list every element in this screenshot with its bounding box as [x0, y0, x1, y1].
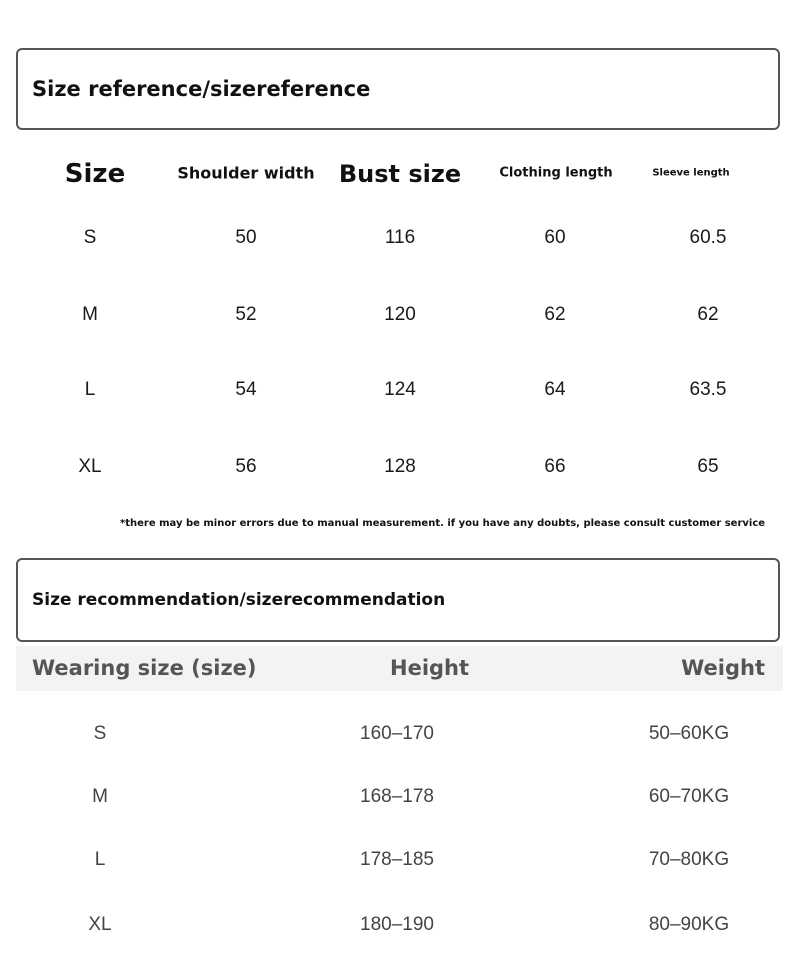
header-sleeve-length: Sleeve length	[652, 167, 730, 179]
rec-cell-weight: 60–70KG	[648, 786, 730, 807]
header-wearing-size: Wearing size (size)	[32, 656, 257, 680]
recommendation-header-bar	[16, 646, 783, 691]
table-cell-shoulder: 52	[235, 304, 257, 325]
table-cell-bust: 124	[384, 379, 416, 400]
table-cell-sleeve: 63.5	[689, 379, 727, 400]
table-cell-bust: 116	[384, 227, 416, 248]
rec-cell-size: L	[94, 849, 106, 870]
header-shoulder-width: Shoulder width	[177, 163, 315, 183]
table-cell-length: 64	[544, 379, 566, 400]
table-cell-size: S	[83, 227, 97, 248]
header-bust-size: Bust size	[338, 160, 462, 188]
rec-cell-weight: 50–60KG	[648, 723, 730, 744]
table-cell-length: 62	[544, 304, 566, 325]
size-reference-title: Size reference/sizereference	[32, 77, 371, 101]
table-cell-length: 66	[544, 456, 566, 477]
rec-cell-height: 168–178	[360, 786, 434, 807]
rec-cell-size: M	[92, 786, 108, 807]
table-cell-bust: 128	[384, 456, 416, 477]
table-cell-sleeve: 62	[697, 304, 719, 325]
header-clothing-length: Clothing length	[499, 165, 613, 181]
table-cell-length: 60	[544, 227, 566, 248]
rec-cell-weight: 70–80KG	[648, 849, 730, 870]
table-cell-size: XL	[78, 456, 102, 477]
rec-cell-height: 180–190	[360, 914, 434, 935]
table-cell-sleeve: 65	[697, 456, 719, 477]
rec-cell-height: 160–170	[360, 723, 434, 744]
table-cell-shoulder: 56	[235, 456, 257, 477]
rec-cell-weight: 80–90KG	[648, 914, 730, 935]
rec-cell-height: 178–185	[360, 849, 434, 870]
header-size: Size	[64, 159, 126, 189]
table-cell-bust: 120	[384, 304, 416, 325]
table-cell-size: M	[82, 304, 98, 325]
table-cell-sleeve: 60.5	[689, 227, 727, 248]
table-cell-shoulder: 50	[235, 227, 257, 248]
header-weight: Weight	[681, 656, 765, 680]
measurement-note: *there may be minor errors due to manual measurement. if you have any doubts, please consult customer service	[120, 518, 766, 529]
size-recommendation-section	[16, 558, 780, 642]
table-cell-size: L	[84, 379, 96, 400]
size-reference-section	[16, 48, 780, 130]
rec-cell-size: S	[93, 723, 107, 744]
size-recommendation-title: Size recommendation/sizerecommendation	[32, 590, 446, 610]
table-cell-shoulder: 54	[235, 379, 257, 400]
header-height: Height	[390, 656, 470, 680]
rec-cell-size: XL	[88, 914, 112, 935]
